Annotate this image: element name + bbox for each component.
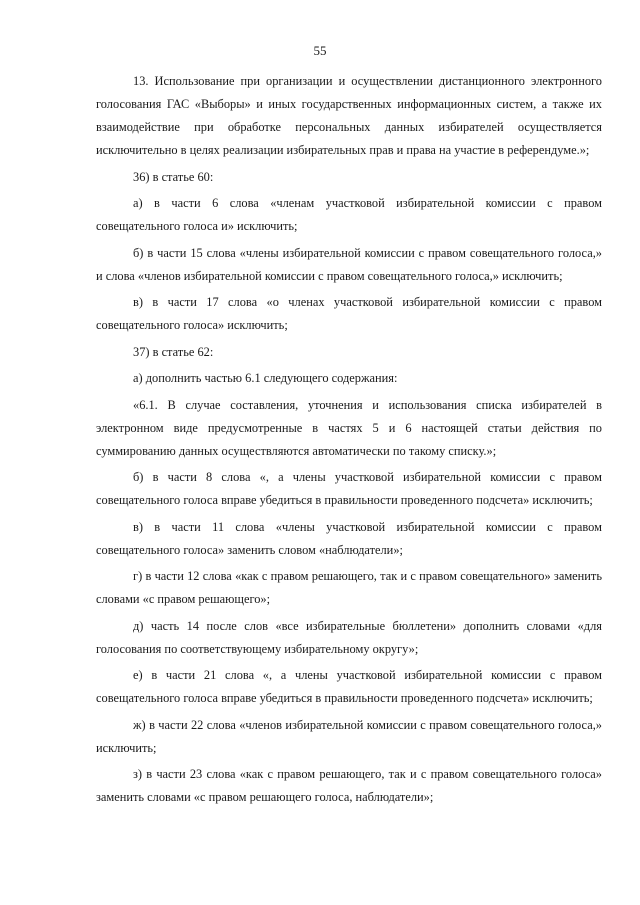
paragraph-item-36: 36) в статье 60: — [133, 169, 214, 184]
paragraph-13-gas-vybory: 13. Использование при организации и осуществлении дистанционного электронного голосования ГАС «Выборы» и иных государственных информационных систем, а также их взаимодействие при обработке персональных данных избирателей осуществляется исключительно в целях реализации избирательных прав и права на участие в референдуме.»; — [96, 74, 602, 157]
paragraph-36-a: а) в части 6 слова «членам участковой избирательной комиссии с правом совещательного голоса и» исключить; — [96, 196, 602, 233]
paragraph-37-e: е) в части 21 слова «, а члены участковой избирательной комиссии с правом совещательного голоса вправе убедиться в правильности проведенного подсчета» исключить; — [96, 668, 602, 705]
paragraph-36-v: в) в части 17 слова «о членах участковой избирательной комиссии с правом совещательного голоса» исключить; — [96, 295, 602, 332]
page-number: 55 — [313, 43, 327, 58]
paragraph-37-v: в) в части 11 слова «члены участковой избирательной комиссии с правом совещательного голоса» заменить словом «наблюдатели»; — [96, 519, 602, 557]
paragraph-36-b: б) в части 15 слова «члены избирательной комиссии с правом совещательного голоса,» и слова «членов избирательной комиссии с правом совещательного голоса,» исключить; — [96, 245, 602, 283]
paragraph-37-zh: ж) в части 22 слова «членов избирательной комиссии с правом совещательного голоса,» исключить; — [96, 717, 602, 755]
paragraph-37-g: г) в части 12 слова «как с правом решающего, так и с правом совещательного» заменить словами «с правом решающего»; — [96, 569, 602, 606]
paragraph-item-37: 37) в статье 62: — [133, 344, 214, 359]
paragraph-37-z: з) в части 23 слова «как с правом решающего, так и с правом совещательного голоса» заменить словами «с правом решающего голоса, наблюдатели»; — [96, 767, 602, 804]
paragraph-37-d: д) часть 14 после слов «все избирательные бюллетени» дополнить словами «для голосования по соответствующему избирательному округу»; — [96, 618, 602, 656]
paragraph-37-b: б) в части 8 слова «, а члены участковой избирательной комиссии с правом совещательного голоса вправе убедиться в правильности проведенного подсчета» исключить; — [96, 470, 602, 507]
document-body — [96, 70, 602, 813]
paragraph-37-a-quote-6-1: «6.1. В случае составления, уточнения и использования списка избирателей в электронном виде предусмотренные в частях 5 и 6 настоящей статьи действия по суммированию данных осуществляются автоматически по такому списку.»; — [96, 397, 602, 458]
paragraph-37-a: а) дополнить частью 6.1 следующего содержания: — [133, 371, 398, 385]
